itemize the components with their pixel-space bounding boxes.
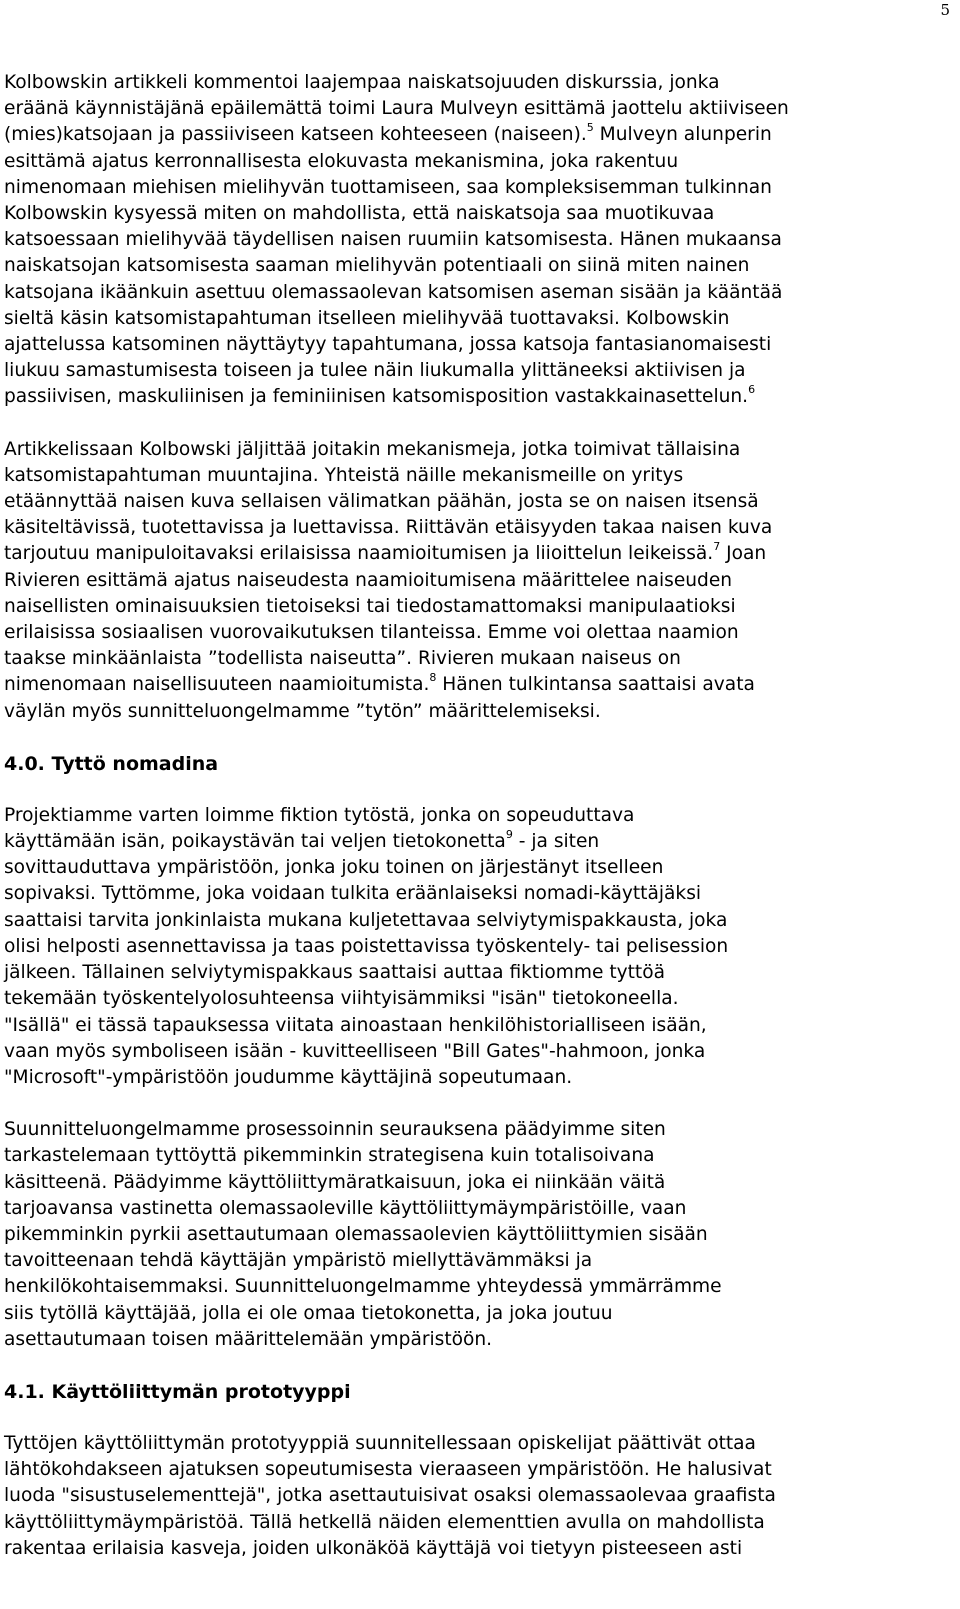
text-line [4,122,952,148]
text-line: sopivaksi. Tyttömme, joka voidaan tulkita eräänlaiseksi nomadi-käyttäjäksi [4,883,702,905]
text-line: tekemään työskentelyolosuhteensa viihtyisämmiksi "isän" tietokoneella. [4,988,679,1010]
paragraph-2 [4,437,952,725]
text-line: Tyttöjen käyttöliittymän prototyyppiä suunnitellessaan opiskelijat päättivät ottaa [4,1432,756,1454]
paragraph-gap [4,1091,952,1117]
footnote-ref[interactable]: 9 [505,828,513,842]
text-line: vaan myös symboliseen isään - kuvitteelliseen "Bill Gates"-hahmoon, jonka [4,1040,706,1062]
line-text: Joan [720,543,767,565]
text-line: "Isällä" ei tässä tapauksessa viitata ainoastaan henkilöhistorialliseen isään, [4,1014,707,1036]
line-text: tarjoutuu manipuloitavaksi erilaisissa naamioitumisen ja liioittelun leikeissä. [4,543,714,565]
text-line: pikemminkin pyrkii asettautumaan olemassaolevien käyttöliittymien sisään [4,1223,708,1245]
text-line: tavoitteenaan tehdä käyttäjän ympäristö miellyttävämmäksi ja [4,1250,593,1272]
text-line: katsomistapahtuman muuntajina. Yhteistä näille mekanismeille on yritys [4,464,684,486]
text-line: etäännyttää naisen kuva sellaisen välimatkan päähän, josta se on naisen itsensä [4,491,759,513]
paragraph-4 [4,1117,952,1353]
line-text: Hänen tulkintansa saattaisi avata [436,674,755,696]
text-line [4,672,952,698]
paragraph-gap [4,411,952,437]
footnote-ref[interactable]: 5 [586,121,594,135]
text-line [4,829,952,855]
text-line: rakentaa erilaisia kasveja, joiden ulkonäköä käyttäjä voi tietyyn pisteeseen asti [4,1537,743,1559]
text-line: Kolbowskin kysyessä miten on mahdollista, että naiskatsoja saa muotikuvaa [4,203,715,225]
paragraph-1 [4,70,952,411]
text-line: sieltä käsin katsomistapahtuman itselleen mielihyvää tuottavaksi. Kolbowskin [4,307,730,329]
text-line: Rivieren esittämä ajatus naiseudesta naamioitumisena määrittelee naiseuden [4,569,733,591]
text-line: asettautumaan toisen määrittelemään ympäristöön. [4,1328,493,1350]
text-line: erilaisissa sosiaalisen vuorovaikutuksen tilanteissa. Emme voi olettaa naamion [4,622,739,644]
text-line: jälkeen. Tällainen selviytymispakkaus saattaisi auttaa fiktiomme tyttöä [4,962,665,984]
section-heading-4-0: 4.0. Tyttö nomadina [4,752,219,775]
text-line: luoda "sisustuselementtejä", jotka asettautuisivat osaksi olemassaolevaa graafista [4,1485,776,1507]
text-line: väylän myös sunnitteluongelmamme ”tytön” määrittelemiseksi. [4,700,601,722]
text-line: ajattelussa katsominen näyttäytyy tapahtumana, jossa katsoja fantasianomaisesti [4,334,772,356]
text-line: liukuu samastumisesta toiseen ja tulee näin liukumalla ylittäneeksi aktiivisen ja [4,360,746,382]
text-line [4,384,952,410]
line-text: passiivisen, maskuliinisen ja feminiinisen katsomisposition vastakkainasettelun. [4,386,749,408]
text-line: käyttöliittymäympäristöä. Tällä hetkellä näiden elementtien avulla on mahdollista [4,1511,765,1533]
text-line: saattaisi tarvita jonkinlaista mukana kuljetettavaa selviytymispakkausta, joka [4,909,728,931]
text-line: sovittauduttava ympäristöön, jonka joku toinen on järjestänyt itselleen [4,857,664,879]
text-line: naisellisten ominaisuuksien tietoiseksi tai tiedostamattomaksi manipulaatioksi [4,595,736,617]
footnote-ref[interactable]: 7 [713,540,721,554]
text-line: Kolbowskin artikkeli kommentoi laajempaa naiskatsojuuden diskurssia, jonka [4,72,720,93]
document-body [4,70,952,1562]
footnote-ref[interactable]: 6 [748,383,756,397]
page-number: 5 [940,1,950,19]
text-line: lähtökohdakseen ajatuksen sopeutumisesta vieraaseen ympäristöön. He halusivat [4,1459,772,1481]
text-line: tarkastelemaan tyttöyttä pikemminkin strategisena kuin totalisoivana [4,1145,655,1167]
text-line: esittämä ajatus kerronnallisesta elokuvasta mekanismina, joka rakentuu [4,150,679,172]
text-line: käsiteltävissä, tuotettavissa ja luettavissa. Riittävän etäisyyden takaa naisen kuva [4,517,773,539]
line-text: (mies)katsojaan ja passiiviseen katseen kohteeseen (naiseen). [4,124,587,146]
text-line: eräänä käynnistäjänä epäilemättä toimi Laura Mulveyn esittämä jaottelu aktiiviseen [4,98,789,120]
line-text: käyttämään isän, poikaystävän tai veljen tietokonetta [4,831,506,853]
text-line: Projektiamme varten loimme fiktion tytöstä, jonka on sopeuduttava [4,804,635,826]
text-line: tarjoavansa vastinetta olemassaoleville käyttöliittymäympäristöille, vaan [4,1197,687,1219]
footnote-ref[interactable]: 8 [429,671,437,685]
text-line: "Microsoft"-ympäristöön joudumme käyttäjinä sopeutumaan. [4,1066,573,1088]
paragraph-3 [4,803,952,1091]
paragraph-gap [4,725,952,751]
paragraph-gap [4,1353,952,1379]
text-line: henkilökohtaisemmaksi. Suunnitteluongelmamme yhteydessä ymmärrämme [4,1276,722,1298]
section-heading-4-1: 4.1. Käyttöliittymän prototyyppi [4,1380,351,1403]
text-line: katsojana ikäänkuin asettuu olemassaolevan katsomisen aseman sisään ja kääntää [4,281,783,303]
text-line: Artikkelissaan Kolbowski jäljittää joitakin mekanismeja, jotka toimivat tällaisina [4,438,741,460]
line-text: nimenomaan naisellisuuteen naamioitumista. [4,674,430,696]
paragraph-gap [4,1405,952,1431]
paragraph-5 [4,1431,952,1562]
text-line: olisi helposti asennettavissa ja taas poistettavissa työskentely- tai pelisession [4,935,729,957]
line-text: - ja siten [512,831,600,853]
line-text: Mulveyn alunperin [593,124,772,146]
text-line: taakse minkäänlaista ”todellista naiseutta”. Rivieren mukaan naiseus on [4,648,681,670]
paragraph-gap [4,777,952,803]
text-line: nimenomaan miehisen mielihyvän tuottamiseen, saa kompleksisemman tulkinnan [4,176,772,198]
text-line: siis tytöllä käyttäjää, jolla ei ole omaa tietokonetta, ja joka joutuu [4,1302,613,1324]
text-line: katsoessaan mielihyvää täydellisen naisen ruumiin katsomisesta. Hänen mukaansa [4,229,782,251]
text-line: naiskatsojan katsomisesta saaman mielihyvän potentiaali on siinä miten nainen [4,255,750,277]
text-line: Suunnitteluongelmamme prosessoinnin seurauksena päädyimme siten [4,1119,666,1141]
text-line [4,541,952,567]
text-line: käsitteenä. Päädyimme käyttöliittymäratkaisuun, joka ei niinkään väitä [4,1171,666,1193]
